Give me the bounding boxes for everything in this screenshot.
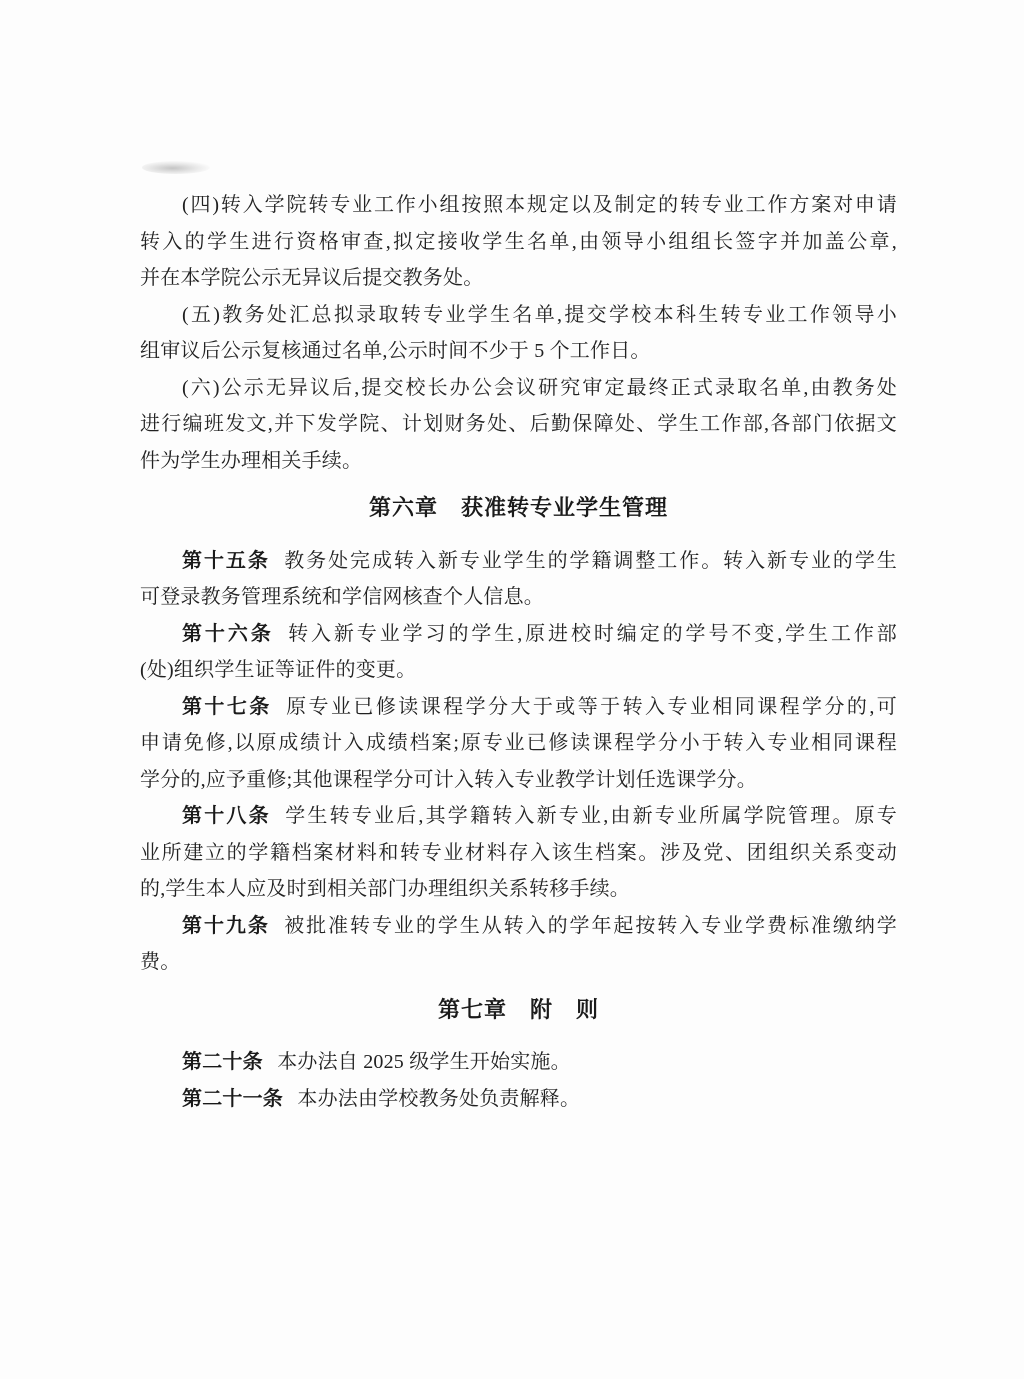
paragraph	[140, 908, 897, 981]
article-number: 第十九条	[182, 914, 270, 937]
text-line: 费。	[140, 951, 181, 973]
article-number: 第十五条	[182, 549, 270, 572]
article-number: 第二十条	[182, 1051, 263, 1073]
text-line	[140, 616, 897, 653]
text-line	[140, 1081, 897, 1118]
paragraph	[140, 689, 897, 799]
text-line: 业所建立的学籍档案材料和转专业材料存入该生档案。涉及党、团组织关系变动	[140, 841, 897, 864]
scan-smudge-artifact	[142, 161, 210, 174]
paragraph	[140, 370, 897, 480]
chapter-heading: 第六章 获准转专业学生管理	[368, 495, 668, 520]
text-line: (五)教务处汇总拟录取转专业学生名单,提交学校本科生转专业工作领导小	[182, 303, 897, 326]
text-line	[140, 689, 897, 726]
article-number: 第十七条	[182, 695, 272, 718]
paragraph	[140, 297, 897, 370]
text-line: 组审议后公示复核通过名单,公示时间不少于 5 个工作日。	[140, 340, 651, 362]
article-number: 第十八条	[182, 805, 271, 827]
paragraph	[140, 1044, 897, 1081]
text-line	[140, 1044, 897, 1081]
line-text: 转入新专业学习的学生,原进校时编定的学号不变,学生工作部	[288, 622, 897, 645]
text-line: 学分的,应予重修;其他课程学分可计入转入专业教学计划任选课学分。	[140, 768, 757, 791]
article-number: 第二十一条	[182, 1087, 283, 1110]
line-text: 被批准转专业的学生从转入的学年起按转入专业学费标准缴纳学	[284, 914, 897, 937]
text-line: (处)组织学生证等证件的变更。	[140, 659, 417, 681]
text-line: 并在本学院公示无异议后提交教务处。	[140, 267, 484, 289]
text-line: 件为学生办理相关手续。	[140, 449, 363, 472]
text-line: 的,学生本人应及时到相关部门办理组织关系转移手续。	[140, 878, 630, 900]
line-text: 学生转专业后,其学籍转入新专业,由新专业所属学院管理。原专	[285, 805, 897, 827]
text-line	[140, 543, 897, 580]
text-line: 申请免修,以原成绩计入成绩档案;原专业已修读课程学分小于转入专业相同课程	[140, 732, 897, 754]
line-text: 本办法自 2025 级学生开始实施。	[277, 1051, 571, 1073]
paragraph	[140, 187, 897, 297]
paragraph	[140, 1081, 897, 1118]
text-line: (四)转入学院转专业工作小组按照本规定以及制定的转专业工作方案对申请	[182, 194, 897, 216]
text-line: 可登录教务管理系统和学信网核查个人信息。	[140, 586, 544, 608]
paragraph	[140, 543, 897, 616]
line-text: 本办法由学校教务处负责解释。	[297, 1087, 581, 1110]
text-line: 转入的学生进行资格审查,拟定接收学生名单,由领导小组组长签字并加盖公章,	[140, 230, 897, 253]
line-text: 教务处完成转入新专业学生的学籍调整工作。转入新专业的学生	[284, 549, 897, 572]
text-line	[140, 798, 897, 835]
line-text: 原专业已修读课程学分大于或等于转入专业相同课程学分的,可	[286, 695, 897, 718]
chapter-heading: 第七章 附 则	[437, 996, 599, 1022]
document-content	[140, 187, 897, 1117]
paragraph	[140, 616, 897, 689]
text-line: (六)公示无异议后,提交校长办公会议研究审定最终正式录取名单,由教务处	[182, 376, 897, 399]
article-number: 第十六条	[182, 622, 274, 645]
text-line	[140, 908, 897, 945]
text-line: 进行编班发文,并下发学院、计划财务处、后勤保障处、学生工作部,各部门依据文	[140, 413, 897, 435]
paragraph	[140, 798, 897, 908]
